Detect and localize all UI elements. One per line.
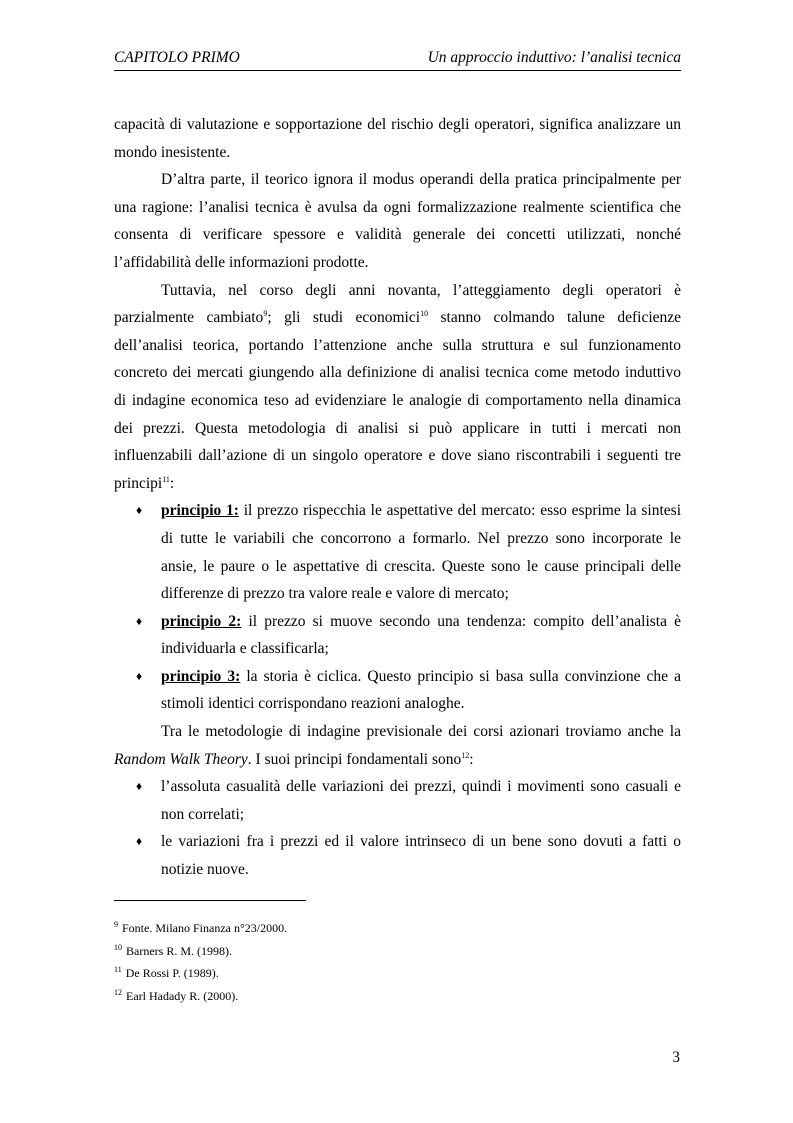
footnotes xyxy=(114,917,681,1007)
list-item-rw-2 xyxy=(114,828,681,883)
paragraph-4 xyxy=(114,718,681,773)
footnote-9 xyxy=(114,917,681,940)
list-item-principle-2 xyxy=(114,608,681,663)
paragraph-4-a: Tra le metodologie di indagine previsionale dei corsi azionari troviamo anche la xyxy=(161,723,681,741)
paragraph-3-b: ; gli studi economici xyxy=(267,309,421,327)
paragraph-3 xyxy=(114,277,681,498)
list-item-rw-1 xyxy=(114,773,681,828)
footnote-ref-11[interactable]: 11 xyxy=(162,474,170,484)
paragraph-2: D’altra parte, il teorico ignora il modus operandi della pratica principalmente per una ragione: l’analisi tecnica è avulsa da ogni formalizzazione realmente scientifica che consenta di verificare spessore e validità generale dei concetti utilizzati, nonché l’affidabilità delle informazioni prodotte. xyxy=(114,171,681,271)
diamond-bullet-icon: ♦ xyxy=(136,503,143,518)
page-number: 3 xyxy=(672,1049,680,1066)
paragraph-4-c: : xyxy=(469,750,474,768)
paragraph-3-d: : xyxy=(169,474,175,492)
random-walk-theory-term: Random Walk Theory xyxy=(114,750,248,768)
footnote-number: 12 xyxy=(114,987,122,997)
paragraph-4-b: . I suoi principi fondamentali sono xyxy=(247,750,462,768)
footnote-ref-12[interactable]: 12 xyxy=(461,750,470,760)
running-header xyxy=(114,48,681,71)
footnote-ref-10[interactable]: 10 xyxy=(420,309,429,319)
diamond-bullet-icon: ♦ xyxy=(136,613,143,628)
footnote-11 xyxy=(114,962,681,985)
footnote-text: Earl Hadady R. (2000). xyxy=(126,988,239,1003)
random-walk-list xyxy=(114,773,681,883)
list-item-principle-3 xyxy=(114,663,681,718)
footnote-number: 10 xyxy=(114,942,122,952)
footnote-text: Barners R. M. (1998). xyxy=(126,943,232,958)
footnote-10 xyxy=(114,940,681,963)
footnote-number: 11 xyxy=(114,965,122,974)
footnote-number: 9 xyxy=(114,920,118,929)
principle-text: il prezzo rispecchia le aspettative del mercato: esso esprime la sintesi di tutte le variabili che concorrono a formarlo. Nel prezzo sono incorporate le ansie, le paure o le aspettative di crescita. Queste sono le cause principali delle differenze di prezzo tra valore reale e valore di mercato; xyxy=(161,502,682,603)
body-text xyxy=(114,111,681,884)
footnote-text: De Rossi P. (1989). xyxy=(125,966,219,980)
paragraph-1: capacità di valutazione e sopportazione del rischio degli operatori, significa analizzare un mondo inesistente. xyxy=(114,116,681,161)
principle-term: principio 3: xyxy=(161,667,241,685)
diamond-bullet-icon: ♦ xyxy=(136,779,143,794)
principle-term: principio 1: xyxy=(161,502,239,520)
section-title: Un approccio induttivo: l’analisi tecnica xyxy=(427,49,681,66)
rw-point-text: l’assoluta casualità delle variazioni dei prezzi, quindi i movimenti sono casuali e non correlati; xyxy=(161,778,681,823)
footnote-12 xyxy=(114,985,681,1008)
paragraph-3-a: Tuttavia, nel corso degli anni novanta, l’atteggiamento degli operatori è parzialmente cambiato xyxy=(114,281,681,327)
rw-point-text: le variazioni fra i prezzi ed il valore intrinseco di un bene sono dovuti a fatti o notizie nuove. xyxy=(161,833,681,879)
principle-text: il prezzo si muove secondo una tendenza: compito dell’analista è individuarla e classificarla; xyxy=(161,612,681,658)
paragraph-3-c: stanno colmando talune deficienze dell’analisi teorica, portando l’attenzione anche sulla struttura e sul funzionamento concreto dei mercati giungendo alla definizione di analisi tecnica come metodo induttivo di indagine economica teso ad evidenziare le analogie di comportamento nella dinamica dei prezzi. Questa metodologia di analisi si può applicare in tutti i mercati non influenzabili dall’azione di un singolo operatore e dove siano riscontrabili i seguenti tre principi xyxy=(114,309,682,492)
principle-text: la storia è ciclica. Questo principio si basa sulla convinzione che a stimoli identici corrispondano reazioni analoghe. xyxy=(161,667,681,713)
footnote-text: Fonte. Milano Finanza n°23/2000. xyxy=(122,921,288,935)
footnote-separator xyxy=(114,900,306,901)
diamond-bullet-icon: ♦ xyxy=(136,834,143,849)
chapter-label: CAPITOLO PRIMO xyxy=(114,49,240,66)
list-item-principle-1 xyxy=(114,497,681,607)
footnote-ref-9[interactable]: 9 xyxy=(263,309,268,319)
principle-term: principio 2: xyxy=(161,612,242,630)
diamond-bullet-icon: ♦ xyxy=(136,668,143,683)
principles-list xyxy=(114,497,681,718)
